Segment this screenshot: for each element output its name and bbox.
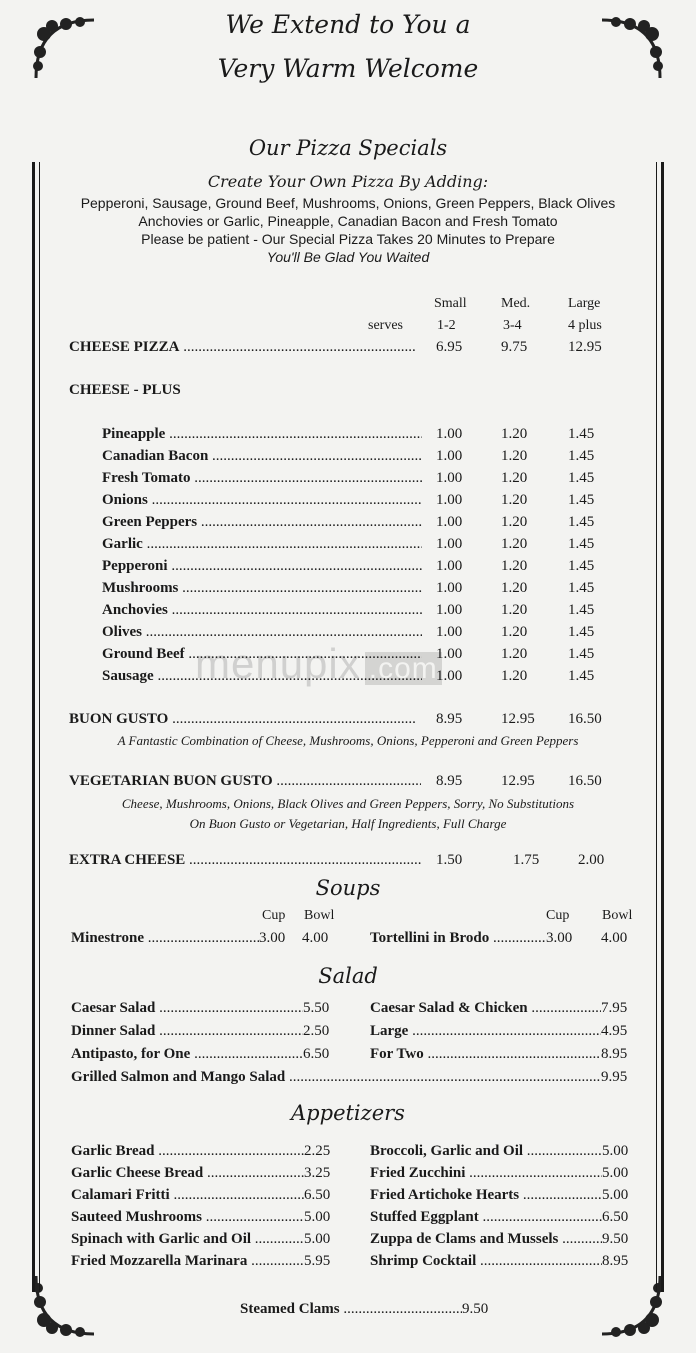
steamed-clams-price: 9.50 (462, 1301, 489, 1317)
appetizer-price: 5.00 (602, 1143, 629, 1159)
topping-price-small: 1.00 (436, 426, 463, 442)
topping-price-large: 1.45 (568, 602, 595, 618)
cheese-plus-heading: CHEESE - PLUS (69, 382, 181, 398)
topping-price-small: 1.00 (436, 668, 463, 684)
topping-price-med: 1.20 (501, 448, 528, 464)
topping-price-small: 1.00 (436, 646, 463, 662)
buon-gusto-large: 16.50 (568, 711, 602, 727)
topping-name: Garlic ..... (102, 536, 422, 553)
topping-price-small: 1.00 (436, 536, 463, 552)
topping-name: Mushrooms ..... (102, 580, 422, 597)
appetizer-price: 2.25 (304, 1143, 331, 1159)
topping-price-small: 1.00 (436, 514, 463, 530)
topping-price-med: 1.20 (501, 470, 528, 486)
appetizer-price: 5.00 (602, 1165, 629, 1181)
topping-name: Onions ..... (102, 492, 422, 509)
appetizer-price: 6.50 (304, 1187, 331, 1203)
soup-left-cup: 3.00 (259, 930, 286, 946)
soup-cup-header-right: Cup (546, 908, 570, 923)
soup-bowl-header-left: Bowl (304, 908, 335, 923)
buon-gusto-note: A Fantastic Combination of Cheese, Mushrooms, Onions, Pepperoni and Green Peppers (117, 733, 579, 748)
appetizer-price: 9.50 (602, 1231, 629, 1247)
size-header-small: Small (434, 296, 467, 311)
soup-right-name: Tortellini in Brodo ..... (370, 930, 545, 947)
topping-price-small: 1.00 (436, 470, 463, 486)
pizza-subtitle: Create Your Own Pizza By Adding: (207, 172, 489, 191)
topping-price-small: 1.00 (436, 492, 463, 508)
appetizers-section-title: Appetizers (291, 1101, 405, 1125)
topping-price-med: 1.20 (501, 624, 528, 640)
topping-price-med: 1.20 (501, 558, 528, 574)
topping-price-med: 1.20 (501, 536, 528, 552)
salad-item-price: 6.50 (303, 1046, 330, 1062)
veg-note-1: Cheese, Mushrooms, Onions, Black Olives and Green Peppers, Sorry, No Substitutions (121, 796, 575, 811)
extra-cheese-name: EXTRA CHEESE ..... (69, 852, 421, 869)
appetizer-name: Fried Artichoke Hearts ..... (370, 1187, 602, 1204)
appetizer-price: 5.00 (304, 1231, 331, 1247)
soup-left-bowl: 4.00 (302, 930, 329, 946)
watermark-text: menupix (195, 640, 361, 687)
appetizer-name: Garlic Cheese Bread ..... (71, 1165, 304, 1182)
topping-price-med: 1.20 (501, 426, 528, 442)
appetizer-name: Stuffed Eggplant ..... (370, 1209, 602, 1226)
appetizer-price: 5.00 (304, 1209, 331, 1225)
salad-item-price: 5.50 (303, 1000, 330, 1016)
soup-bowl-header-right: Bowl (602, 908, 633, 923)
watermark-suffix: .com (365, 652, 442, 685)
salad-item-price: 4.95 (601, 1023, 628, 1039)
veg-buon-gusto-large: 16.50 (568, 773, 602, 789)
topping-price-med: 1.20 (501, 602, 528, 618)
topping-price-large: 1.45 (568, 668, 595, 684)
salad-salmon-name: Grilled Salmon and Mango Salad ..... (71, 1069, 601, 1086)
salad-item-name: Dinner Salad ..... (71, 1023, 303, 1040)
appetizer-name: Sauteed Mushrooms ..... (71, 1209, 304, 1226)
topping-price-large: 1.45 (568, 536, 595, 552)
serves-label: serves (368, 318, 403, 333)
size-header-med: Med. (501, 296, 531, 311)
soup-right-cup: 3.00 (546, 930, 573, 946)
salad-salmon-price: 9.95 (601, 1069, 628, 1085)
buon-gusto-small: 8.95 (436, 711, 463, 727)
cheese-pizza-large: 12.95 (568, 339, 602, 355)
salad-item-price: 8.95 (601, 1046, 628, 1062)
toppings-line-2: Anchovies or Garlic, Pineapple, Canadian Bacon and Fresh Tomato (138, 213, 558, 229)
topping-name: Sausage ..... (102, 668, 422, 685)
appetizer-price: 3.25 (304, 1165, 331, 1181)
soups-section-title: Soups (315, 876, 381, 900)
toppings-line-1: Pepperoni, Sausage, Ground Beef, Mushrooms, Onions, Green Peppers, Black Olives (80, 195, 616, 211)
topping-price-large: 1.45 (568, 624, 595, 640)
appetizer-name: Spinach with Garlic and Oil ..... (71, 1231, 304, 1248)
salad-item-name: For Two ..... (370, 1046, 601, 1063)
topping-price-large: 1.45 (568, 448, 595, 464)
appetizer-name: Broccoli, Garlic and Oil ..... (370, 1143, 602, 1160)
veg-buon-gusto-med: 12.95 (501, 773, 535, 789)
steamed-clams-name: Steamed Clams ..... (240, 1301, 462, 1318)
topping-price-med: 1.20 (501, 514, 528, 530)
soup-right-bowl: 4.00 (601, 930, 628, 946)
appetizer-name: Garlic Bread ..... (71, 1143, 304, 1160)
topping-name: Pepperoni ..... (102, 558, 422, 575)
appetizer-name: Shrimp Cocktail ..... (370, 1253, 602, 1270)
cheese-pizza-med: 9.75 (501, 339, 528, 355)
salad-item-name: Caesar Salad & Chicken ..... (370, 1000, 601, 1017)
serves-small: 1-2 (437, 318, 456, 333)
topping-name: Canadian Bacon ..... (102, 448, 422, 465)
topping-price-large: 1.45 (568, 646, 595, 662)
salad-section-title: Salad (318, 964, 378, 988)
appetizer-price: 5.00 (602, 1187, 629, 1203)
topping-name: Fresh Tomato ..... (102, 470, 422, 487)
topping-price-large: 1.45 (568, 514, 595, 530)
topping-price-small: 1.00 (436, 580, 463, 596)
cheese-pizza-small: 6.95 (436, 339, 463, 355)
glad-note: You'll Be Glad You Waited (266, 249, 430, 265)
soup-cup-header-left: Cup (262, 908, 286, 923)
veg-buon-gusto-name: VEGETARIAN BUON GUSTO ..... (69, 773, 421, 790)
topping-price-small: 1.00 (436, 602, 463, 618)
appetizer-price: 5.95 (304, 1253, 331, 1269)
topping-price-small: 1.00 (436, 558, 463, 574)
veg-buon-gusto-small: 8.95 (436, 773, 463, 789)
salad-item-name: Caesar Salad ..... (71, 1000, 303, 1017)
extra-cheese-small: 1.50 (436, 852, 463, 868)
appetizer-name: Fried Mozzarella Marinara ..... (71, 1253, 304, 1270)
salad-item-price: 7.95 (601, 1000, 628, 1016)
appetizer-price: 8.95 (602, 1253, 629, 1269)
appetizer-price: 6.50 (602, 1209, 629, 1225)
topping-price-small: 1.00 (436, 624, 463, 640)
topping-price-large: 1.45 (568, 426, 595, 442)
salad-item-name: Large ..... (370, 1023, 601, 1040)
topping-price-med: 1.20 (501, 580, 528, 596)
topping-name: Anchovies ..... (102, 602, 422, 619)
serves-large: 4 plus (568, 318, 602, 333)
appetizer-name: Fried Zucchini ..... (370, 1165, 602, 1182)
salad-item-price: 2.50 (303, 1023, 330, 1039)
topping-price-large: 1.45 (568, 580, 595, 596)
serves-med: 3-4 (503, 318, 522, 333)
buon-gusto-name: BUON GUSTO ..... (69, 711, 415, 728)
topping-price-large: 1.45 (568, 470, 595, 486)
topping-price-large: 1.45 (568, 558, 595, 574)
topping-price-small: 1.00 (436, 448, 463, 464)
topping-name: Green Peppers ..... (102, 514, 422, 531)
buon-gusto-med: 12.95 (501, 711, 535, 727)
topping-name: Pineapple ..... (102, 426, 422, 443)
welcome-line-1: We Extend to You a (225, 10, 471, 39)
welcome-line-2: Very Warm Welcome (217, 54, 479, 83)
extra-cheese-med: 1.75 (513, 852, 540, 868)
cheese-pizza-name: CHEESE PIZZA ..... (69, 339, 415, 356)
topping-price-med: 1.20 (501, 668, 528, 684)
topping-price-med: 1.20 (501, 492, 528, 508)
appetizer-name: Zuppa de Clams and Mussels ..... (370, 1231, 602, 1248)
extra-cheese-large: 2.00 (578, 852, 605, 868)
floral-corner-icon (30, 1270, 100, 1340)
topping-name: Olives ..... (102, 624, 422, 641)
salad-item-name: Antipasto, for One ..... (71, 1046, 303, 1063)
patience-note: Please be patient - Our Special Pizza Takes 20 Minutes to Prepare (141, 231, 555, 247)
topping-price-med: 1.20 (501, 646, 528, 662)
topping-name: Ground Beef ..... (102, 646, 422, 663)
veg-note-2: On Buon Gusto or Vegetarian, Half Ingredients, Full Charge (189, 816, 507, 831)
appetizer-name: Calamari Fritti ..... (71, 1187, 304, 1204)
size-header-large: Large (568, 296, 601, 311)
soup-left-name: Minestrone ..... (71, 930, 259, 947)
pizza-section-title: Our Pizza Specials (248, 136, 448, 160)
topping-price-large: 1.45 (568, 492, 595, 508)
